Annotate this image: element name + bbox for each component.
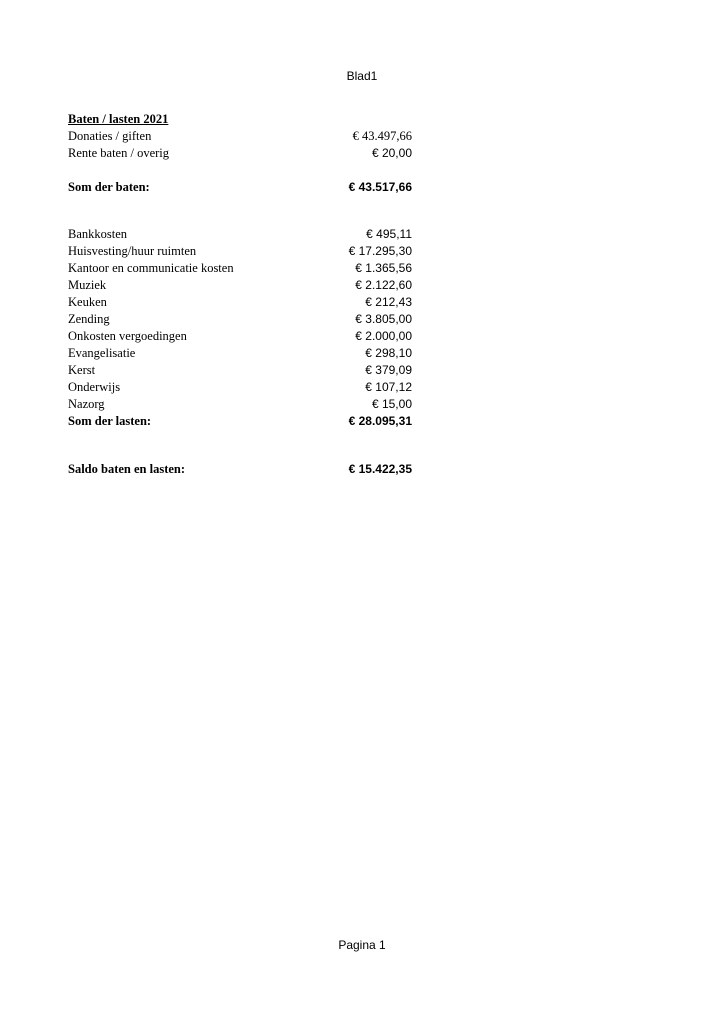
- som-lasten-row: [68, 413, 412, 430]
- lasten-row: [68, 294, 412, 311]
- row-amount: € 298,10: [365, 346, 412, 360]
- row-amount: € 495,11: [366, 227, 412, 241]
- lasten-row: [68, 345, 412, 362]
- lasten-row: [68, 328, 412, 345]
- lasten-row: [68, 260, 412, 277]
- baten-row: [68, 145, 412, 162]
- row-label: Zending: [68, 312, 110, 326]
- lasten-row: [68, 277, 412, 294]
- lasten-row: [68, 379, 412, 396]
- row-amount: € 43.497,66: [352, 129, 412, 143]
- lasten-row: [68, 226, 412, 243]
- page-footer: Pagina 1: [338, 938, 386, 952]
- row-label: Donaties / giften: [68, 129, 152, 143]
- row-label: Kantoor en communicatie kosten: [68, 261, 234, 275]
- lasten-row: [68, 311, 412, 328]
- row-amount: € 107,12: [365, 380, 412, 394]
- row-label: Kerst: [68, 363, 96, 377]
- saldo-row: [68, 461, 412, 478]
- row-amount: € 3.805,00: [355, 312, 412, 326]
- row-amount: € 17.295,30: [348, 244, 412, 258]
- row-amount: € 43.517,66: [348, 180, 412, 194]
- row-label: Huisvesting/huur ruimten: [68, 244, 197, 258]
- row-amount: € 2.122,60: [355, 278, 412, 292]
- row-amount: € 15.422,35: [348, 462, 412, 476]
- lasten-row: [68, 396, 412, 413]
- som-baten-row: [68, 179, 412, 196]
- row-label: Som der baten:: [68, 180, 150, 194]
- lasten-row: [68, 243, 412, 260]
- row-label: Muziek: [68, 278, 107, 292]
- row-amount: € 1.365,56: [355, 261, 412, 275]
- sheet-header: Blad1: [346, 69, 378, 83]
- row-label: Evangelisatie: [68, 346, 136, 360]
- row-label: Onderwijs: [68, 380, 121, 394]
- row-label: Onkosten vergoedingen: [68, 329, 187, 343]
- row-amount: € 212,43: [365, 295, 412, 309]
- row-amount: € 379,09: [365, 363, 412, 377]
- row-label: Rente baten / overig: [68, 146, 170, 160]
- row-label: Saldo baten en lasten:: [68, 462, 186, 476]
- lasten-row: [68, 362, 412, 379]
- row-amount: € 15,00: [371, 397, 412, 411]
- row-label: Som der lasten:: [68, 414, 152, 428]
- row-amount: € 20,00: [371, 146, 412, 160]
- row-amount: € 28.095,31: [348, 414, 412, 428]
- row-label: Keuken: [68, 295, 107, 309]
- row-amount: € 2.000,00: [355, 329, 412, 343]
- baten-row: [68, 128, 412, 145]
- report-title: Baten / lasten 2021: [68, 112, 169, 126]
- row-label: Bankkosten: [68, 227, 128, 241]
- row-label: Nazorg: [68, 397, 105, 411]
